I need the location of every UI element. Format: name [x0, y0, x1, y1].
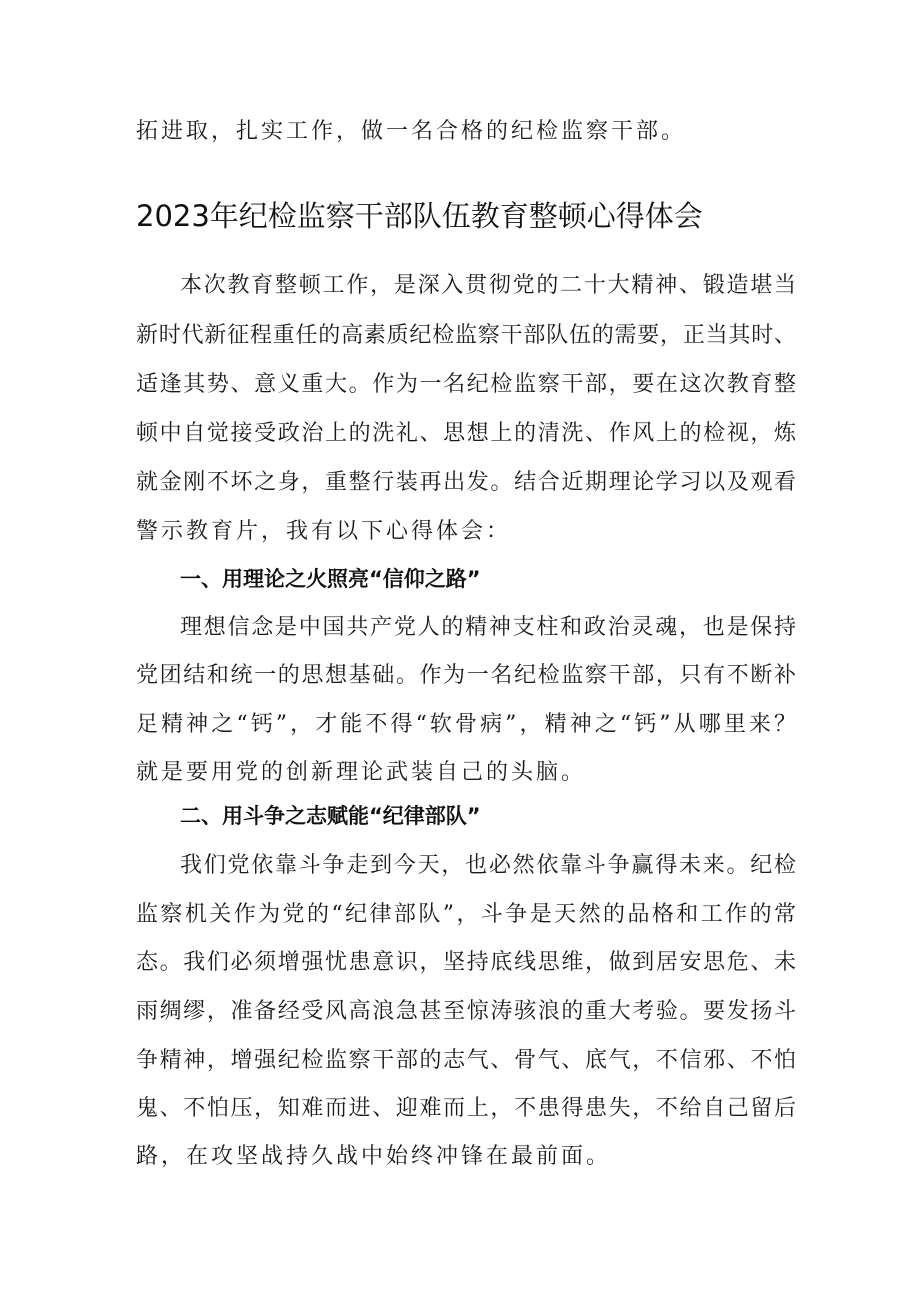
section2-line: 鬼、不怕压，知难而进、迎难而上，不患得患失，不给自己留后 [136, 1096, 796, 1121]
intro-line: 适逢其势、意义重大。作为一名纪检监察干部，要在这次教育整 [136, 372, 796, 397]
section1-line: 就是要用党的创新理论武装自己的头脑。 [136, 760, 587, 785]
intro-line: 新时代新征程重任的高素质纪检监察干部队伍的需要，正当其时、 [136, 323, 796, 348]
section2-line: 态。我们必须增强忧患意识，坚持底线思维，做到居安思危、未 [136, 950, 796, 975]
section2-line: 监察机关作为党的“纪律部队”，斗争是天然的品格和工作的常 [136, 902, 796, 927]
page-title: 2023年纪检监察干部队伍教育整顿心得体会 [136, 199, 703, 233]
intro-line: 就金刚不坏之身，重整行装再出发。结合近期理论学习以及观看 [136, 470, 796, 495]
intro-line: 顿中自觉接受政治上的洗礼、思想上的清洗、作风上的检视，炼 [136, 421, 796, 446]
section1-line: 党团结和统一的思想基础。作为一名纪检监察干部，只有不断补 [136, 663, 796, 688]
section2-line: 我们党依靠斗争走到今天，也必然依靠斗争赢得未来。纪检 [180, 853, 796, 878]
section-heading-2: 二、用斗争之志赋能“纪律部队” [180, 804, 481, 828]
section1-line: 理想信念是中国共产党人的精神支柱和政治灵魂，也是保持 [180, 615, 796, 640]
section2-line: 雨绸缪，准备经受风高浪急甚至惊涛骇浪的重大考验。要发扬斗 [136, 999, 796, 1024]
section2-line: 路，在攻坚战持久战中始终冲锋在最前面。 [136, 1144, 612, 1169]
intro-line: 本次教育整顿工作，是深入贯彻党的二十大精神、锻造堪当 [180, 273, 796, 298]
paragraph-fragment: 拓进取，扎实工作，做一名合格的纪检监察干部。 [136, 119, 687, 144]
intro-line: 警示教育片，我有以下心得体会： [136, 519, 512, 544]
section-heading-1: 一、用理论之火照亮“信仰之路” [180, 567, 481, 591]
section2-line: 争精神，增强纪检监察干部的志气、骨气、底气，不信邪、不怕 [136, 1048, 796, 1073]
section1-line: 足精神之“钙”，才能不得“软骨病”，精神之“钙”从哪里来？ [136, 712, 796, 737]
